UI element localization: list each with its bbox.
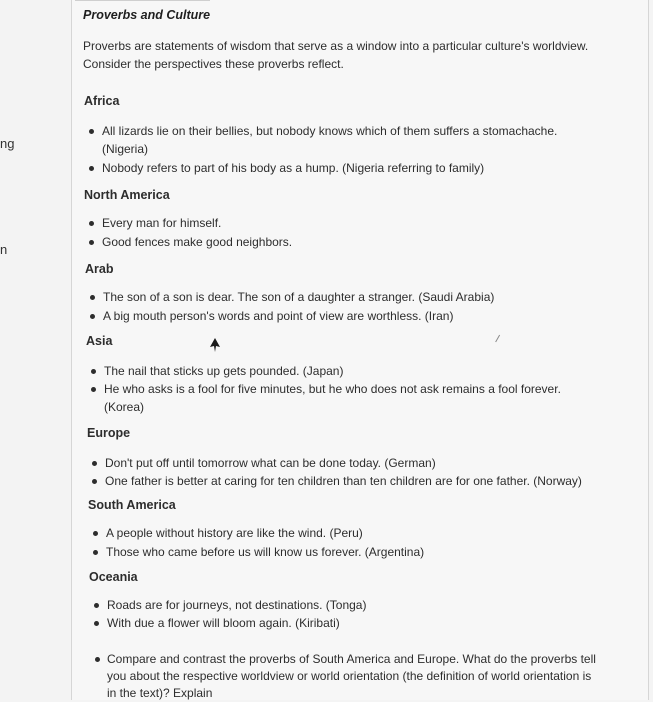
bullet-icon (91, 369, 96, 374)
bullet-icon (94, 621, 99, 626)
list-item: He who asks is a fool for five minutes, but he who does not ask remains a fool forever. (104, 382, 561, 396)
bullet-icon (92, 461, 97, 466)
section-heading-north-america: North America (84, 188, 170, 202)
bullet-icon (94, 603, 99, 608)
section-heading-south-america: South America (88, 498, 176, 512)
mouse-pointer-icon (210, 338, 220, 352)
list-item: (Korea) (104, 400, 145, 414)
question-line: in the text)? Explain (107, 686, 213, 700)
list-item: With due a flower will bloom again. (Kiribati) (107, 616, 340, 630)
list-item: The nail that sticks up gets pounded. (Japan) (104, 364, 344, 378)
bullet-icon (89, 221, 94, 226)
list-item: A big mouth person's words and point of view are worthless. (Iran) (103, 309, 454, 323)
content-card (71, 0, 649, 700)
section-heading-asia: Asia (86, 334, 113, 348)
bullet-icon (93, 531, 98, 536)
section-heading-oceania: Oceania (89, 570, 138, 584)
section-heading-europe: Europe (87, 426, 131, 440)
divider (75, 0, 210, 1)
list-item: Roads are for journeys, not destinations. (Tonga) (107, 598, 367, 612)
bullet-icon (90, 314, 95, 319)
cropped-label: n (0, 242, 8, 257)
list-item: Nobody refers to part of his body as a hump. (Nigeria referring to family) (102, 161, 485, 175)
section-heading-africa: Africa (84, 94, 120, 108)
list-item: Don't put off until tomorrow what can be done today. (German) (105, 456, 436, 470)
left-panel-edge (0, 0, 70, 700)
bullet-icon (89, 129, 94, 134)
cropped-label: ng (0, 136, 15, 151)
bullet-icon (89, 166, 94, 171)
bullet-icon (89, 240, 94, 245)
bullet-icon (90, 295, 95, 300)
list-item: Every man for himself. (102, 216, 222, 230)
list-item: Those who came before us will know us forever. (Argentina) (106, 545, 425, 559)
section-heading-arab: Arab (85, 262, 114, 276)
bullet-icon (95, 657, 100, 662)
list-item: A people without history are like the wind. (Peru) (106, 526, 363, 540)
list-item: All lizards lie on their bellies, but nobody knows which of them suffers a stomachache. (102, 124, 558, 138)
list-item: Good fences make good neighbors. (102, 235, 293, 249)
list-item: One father is better at caring for ten children than ten children are for one father. (Norway) (105, 474, 582, 488)
intro-line: Proverbs are statements of wisdom that serve as a window into a particular culture's worldview. (83, 39, 589, 53)
question-line: you about the respective worldview or world orientation (the definition of world orientation is (107, 669, 592, 683)
bullet-icon (92, 479, 97, 484)
question-line: Compare and contrast the proverbs of South America and Europe. What do the proverbs tell (107, 652, 596, 666)
bullet-icon (91, 387, 96, 392)
page-title: Proverbs and Culture (83, 8, 211, 22)
list-item: The son of a son is dear. The son of a daughter a stranger. (Saudi Arabia) (103, 290, 495, 304)
intro-line: Consider the perspectives these proverbs reflect. (83, 57, 344, 71)
bullet-icon (93, 550, 98, 555)
list-item: (Nigeria) (102, 142, 149, 156)
